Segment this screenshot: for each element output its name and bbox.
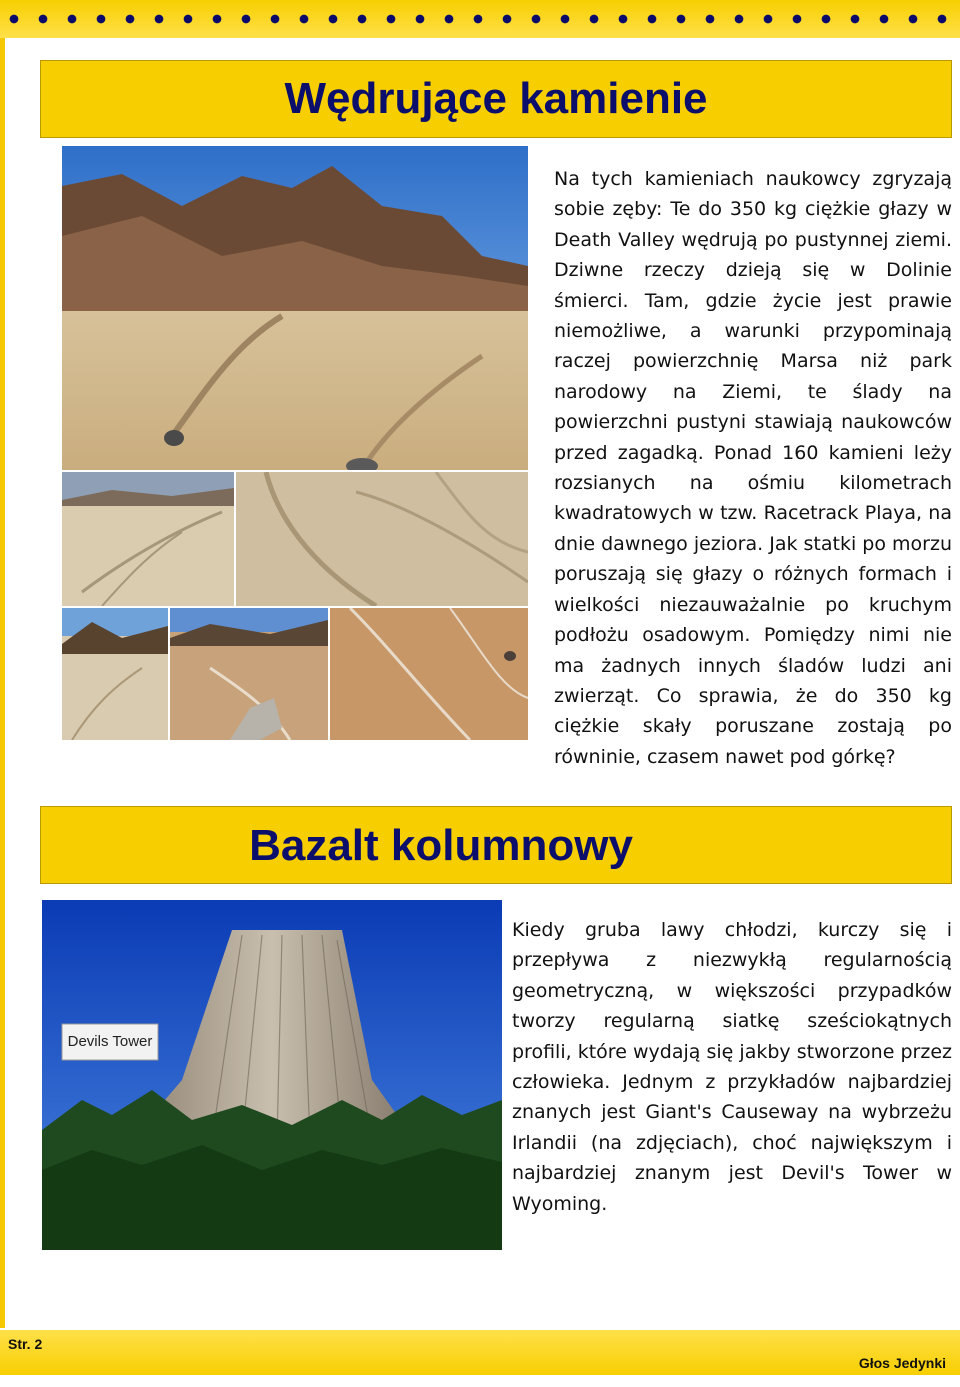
publication-name: Głos Jedynki [858, 1355, 946, 1371]
article-paragraph: Kiedy gruba lawy chłodzi, kurczy się i przepływa z niezwykłą regularnością geometryczną, w większości przypadków tworzy regularną siatkę sześciokątnych profili, które wydają się jakby stworzone przez człowieka. Jednym z przykładów najbardziej znanych jest Giant's Causeway na wybrzeżu Irlandii (na zdjęciach), choć największym i najbardziej znanym jest Devil's Tower w Wyoming. [512, 919, 952, 1215]
footer-band [0, 1330, 960, 1375]
page-number: Str. 2 [8, 1336, 43, 1352]
top-decorative-band [0, 0, 960, 38]
article-paragraph: Na tych kamieniach naukowcy zgryzają sobie zęby: Te do 350 kg ciężkie głazy w Death Valley wędrują po pustynnej ziemi. Dziwne rzeczy dzieją się w Dolinie śmierci. Tam, gdzie życie jest prawie niemożliwe, a warunki przypominają raczej powierzchnię Marsa niż park narodowy na Ziemi, te ślady na powierzchni pustyni stawiają naukowców przed zagadką. Ponad 160 kamieni leży rozsianych na ośmiu kilometrach kwadratowych w tzw. Racetrack Playa, na dnie dawnego jeziora. Jak statki po morzu poruszają się głazy o różnych formach i wielkości niezauważalnie po kruchym podłożu osadowym. Pomiędzy nimi nie ma żadnych innych śladów ludzi ani zwierząt. Co sprawia, że do 350 kg ciężkie skały poruszane zostają po równinie, czasem nawet pod górkę? [554, 168, 952, 768]
photo-racetrack-5 [170, 608, 328, 740]
section-title: Bazalt kolumnowy [249, 821, 633, 870]
photo-caption: Devils Tower [67, 1033, 153, 1050]
section-title: Wędrujące kamienie [284, 74, 708, 123]
photo-racetrack-main [62, 146, 528, 470]
left-edge-bar [0, 38, 5, 1328]
dotted-border [8, 13, 952, 25]
photo-racetrack-3 [236, 472, 528, 606]
photo-racetrack-6 [330, 608, 528, 740]
section-title-banner [40, 806, 952, 884]
photo-devils-tower [42, 900, 502, 1250]
section-title-banner [40, 60, 952, 138]
photo-racetrack-4 [62, 608, 168, 740]
photo-racetrack-2 [62, 472, 234, 606]
